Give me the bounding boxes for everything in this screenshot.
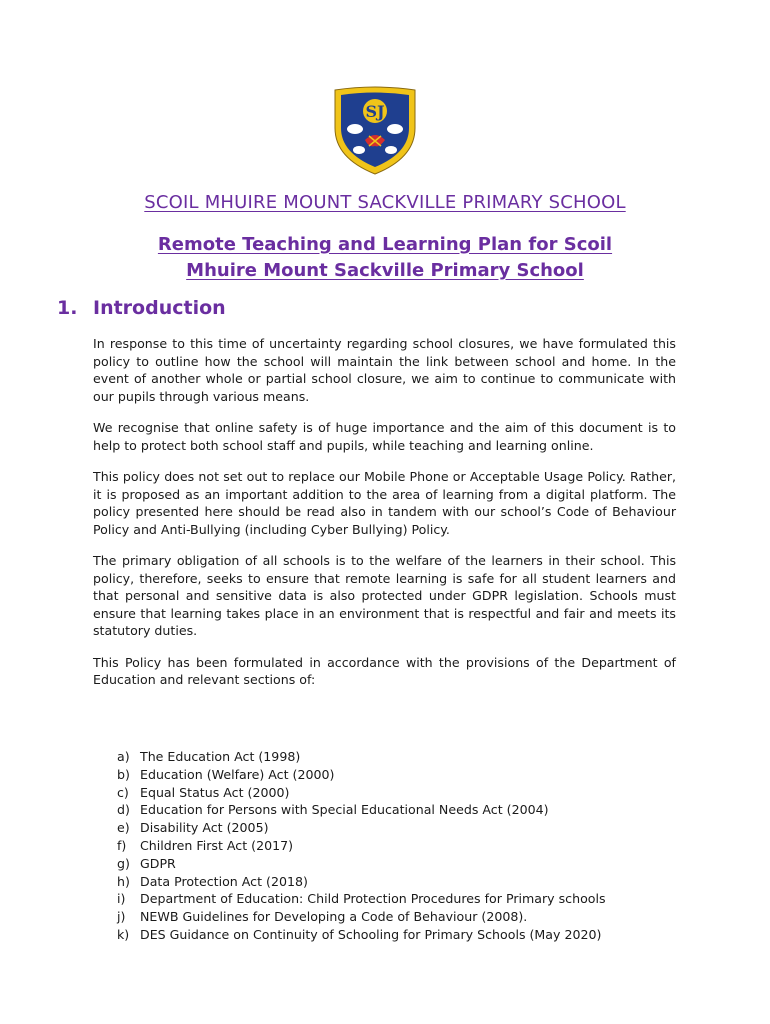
list-item-letter: b) (117, 766, 130, 782)
list-item (117, 890, 606, 908)
introduction-body (93, 335, 676, 703)
document-title (60, 232, 710, 284)
list-item (117, 855, 606, 873)
list-item-letter: h) (117, 873, 130, 889)
list-item-letter: k) (117, 926, 130, 942)
crest-monogram: SJ (365, 102, 385, 121)
list-item-text: Department of Education: Child Protection Procedures for Primary schools (140, 891, 606, 907)
list-item (117, 784, 606, 802)
list-item-letter: d) (117, 802, 130, 818)
document-title-line-1: Remote Teaching and Learning Plan for Scoil (157, 234, 613, 255)
list-item (117, 908, 606, 926)
paragraph: This Policy has been formulated in accordance with the provisions of the Department of Education and relevant sections of: (93, 654, 676, 687)
list-item-text: Education (Welfare) Act (2000) (140, 766, 335, 782)
list-item-text: The Education Act (1998) (140, 749, 301, 764)
section-number: 1. (57, 297, 78, 319)
section-heading-introduction (57, 297, 226, 319)
paragraph: This policy does not set out to replace our Mobile Phone or Acceptable Usage Policy. Rather, it is proposed as an important addition to the area of learning from a digital platform. The policy presented here should be read also in tandem with our school’s Code of Behaviour Policy and Anti-Bullying (including Cyber Bullying) Policy. (93, 469, 676, 537)
list-item (117, 801, 606, 819)
list-item-text: NEWB Guidelines for Developing a Code of Behaviour (2008). (140, 909, 528, 925)
list-item-text: GDPR (140, 855, 176, 871)
list-item (117, 873, 606, 891)
paragraph: We recognise that online safety is of huge importance and the aim of this document is to help to protect both school staff and pupils, while teaching and learning online. (93, 420, 676, 453)
list-item-text: Disability Act (2005) (140, 820, 269, 836)
list-item (117, 926, 606, 944)
school-name-heading: SCOIL MHUIRE MOUNT SACKVILLE PRIMARY SCHOOL (144, 192, 626, 213)
list-item (117, 819, 606, 837)
paragraph: The primary obligation of all schools is to the welfare of the learners in their school. This policy, therefore, seeks to ensure that remote learning is safe for all student learners and that personal and sensitive data is also protected under GDPR legislation. Schools must ensure that learning takes place in an environment that is respectful and fair and meets its statutory duties. (93, 553, 676, 638)
paragraph: In response to this time of uncertainty regarding school closures, we have formulated this policy to outline how the school will maintain the link between school and home. In the event of another whole or partial school closure, we aim to continue to communicate with our pupils through various means. (93, 336, 676, 404)
section-title: Introduction (93, 297, 226, 319)
document-title-line-2: Mhuire Mount Sackville Primary School (186, 260, 584, 281)
list-item-letter: i) (117, 891, 126, 907)
list-item (117, 837, 606, 855)
school-crest-logo (329, 84, 421, 176)
list-item-letter: f) (117, 837, 127, 853)
list-item-letter: e) (117, 820, 130, 836)
list-item (117, 766, 606, 784)
list-item-letter: j) (117, 909, 126, 925)
list-item-text: Children First Act (2017) (140, 837, 294, 853)
list-item-text: Equal Status Act (2000) (140, 784, 290, 800)
list-item (117, 748, 606, 766)
list-item-letter: g) (117, 855, 130, 871)
list-item-text: Education for Persons with Special Educational Needs Act (2004) (140, 802, 549, 818)
list-item-text: DES Guidance on Continuity of Schooling for Primary Schools (May 2020) (140, 926, 602, 942)
list-item-text: Data Protection Act (2018) (140, 873, 308, 889)
list-item-letter: a) (117, 749, 130, 764)
legislation-list (117, 748, 606, 944)
list-item-letter: c) (117, 784, 129, 800)
